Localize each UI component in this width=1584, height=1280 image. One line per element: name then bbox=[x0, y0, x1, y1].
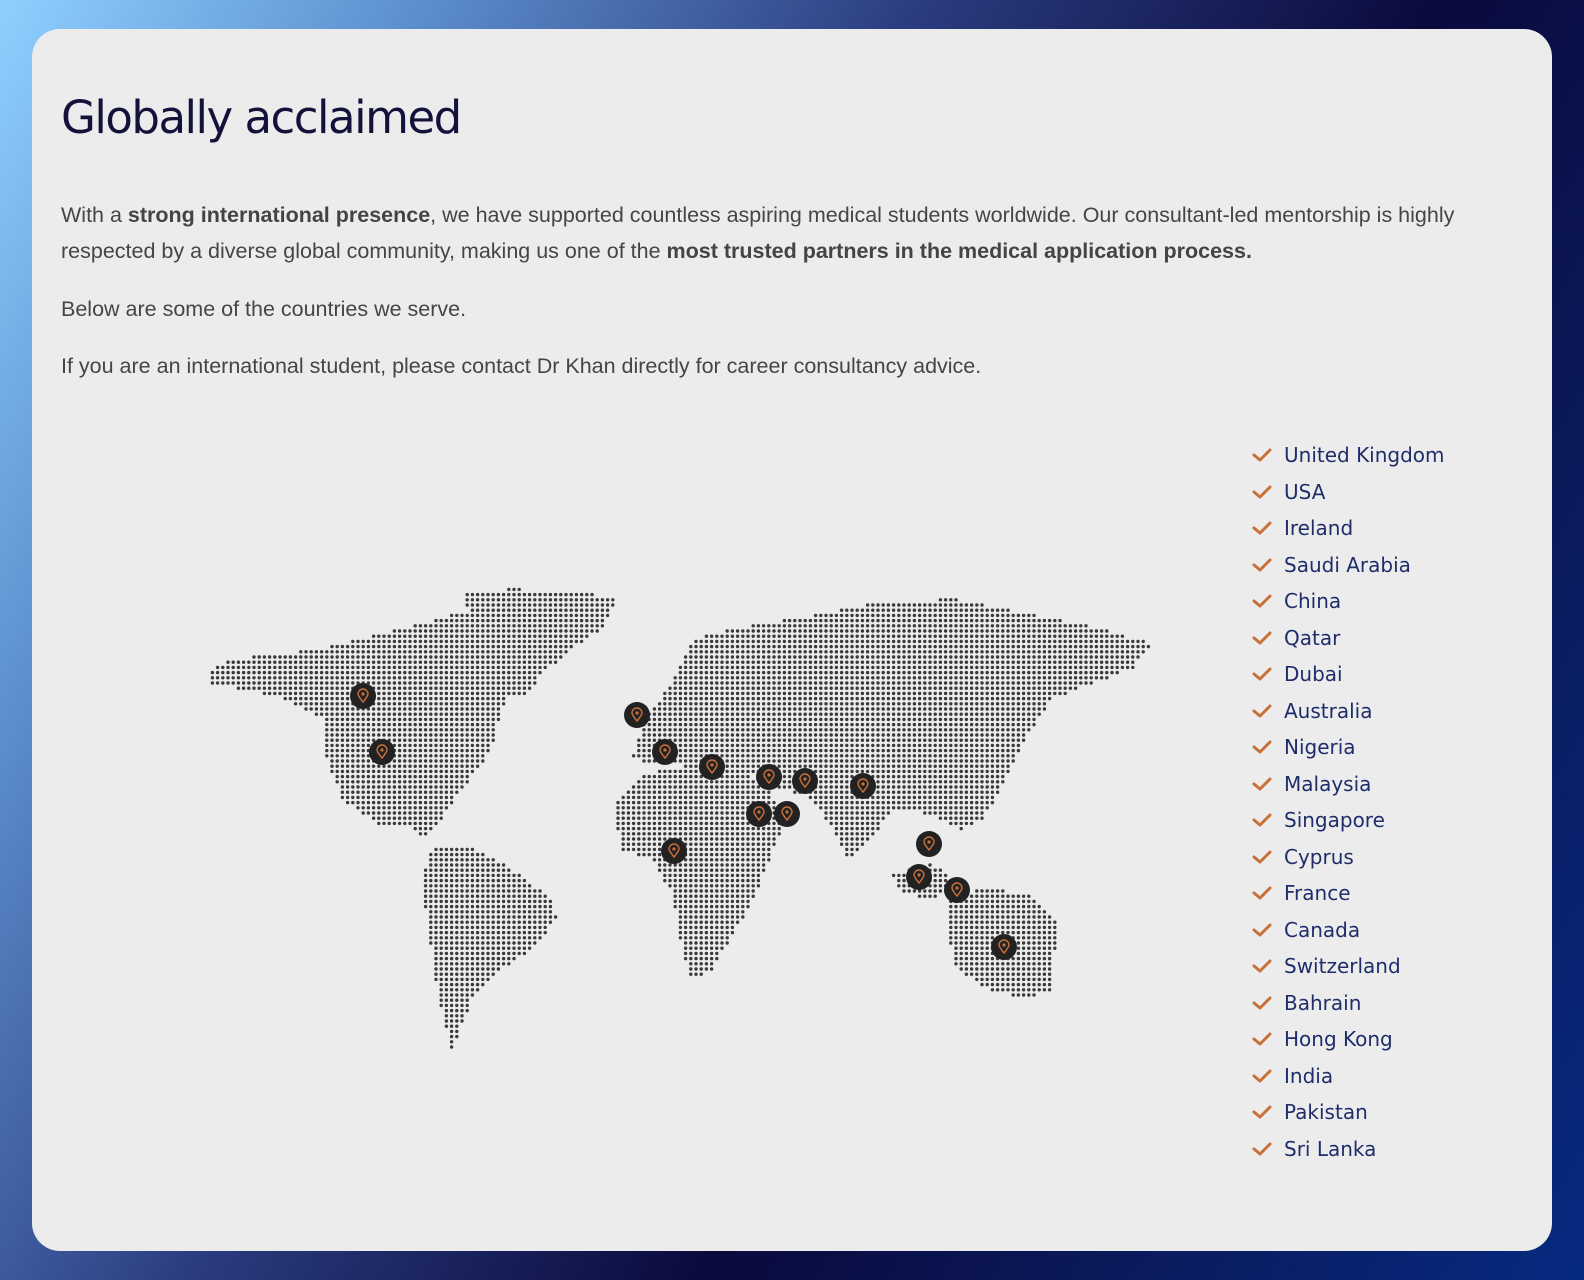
check-icon bbox=[1252, 1068, 1272, 1084]
check-icon bbox=[1252, 885, 1272, 901]
country-item bbox=[1252, 1058, 1445, 1095]
country-name: Ireland bbox=[1284, 516, 1354, 541]
country-item bbox=[1252, 1021, 1445, 1058]
country-item bbox=[1252, 875, 1445, 912]
location-pin-icon bbox=[746, 801, 772, 827]
countries-note: Below are some of the countries we serve. bbox=[61, 297, 467, 321]
country-item bbox=[1252, 729, 1445, 766]
country-name: Cyprus bbox=[1284, 844, 1354, 869]
country-item bbox=[1252, 1094, 1445, 1131]
check-icon bbox=[1252, 557, 1272, 573]
check-icon bbox=[1252, 849, 1272, 865]
intro-bold-1: strong international presence bbox=[127, 203, 431, 227]
check-icon bbox=[1252, 703, 1272, 719]
country-name: Bahrain bbox=[1284, 990, 1362, 1015]
location-pin-icon bbox=[699, 754, 725, 780]
location-pin-icon bbox=[991, 934, 1017, 960]
location-pin-icon bbox=[661, 838, 687, 864]
country-name: Hong Kong bbox=[1284, 1027, 1393, 1052]
country-name: France bbox=[1284, 881, 1351, 906]
check-icon bbox=[1252, 739, 1272, 755]
intro-text-2: , we have supported countless aspiring medical students worldwide. Our consultant-led mentorship is highly respected by a diverse global community, making us one of the bbox=[61, 203, 1455, 263]
section-title: Globally acclaimed bbox=[61, 91, 461, 144]
check-icon bbox=[1252, 958, 1272, 974]
check-icon bbox=[1252, 630, 1272, 646]
location-pin-icon bbox=[792, 768, 818, 794]
country-name: Pakistan bbox=[1284, 1100, 1368, 1125]
check-icon bbox=[1252, 593, 1272, 609]
check-icon bbox=[1252, 484, 1272, 500]
location-pin-icon bbox=[774, 801, 800, 827]
country-name: China bbox=[1284, 589, 1342, 614]
intro-text-1: With a bbox=[61, 203, 128, 227]
location-pin-icon bbox=[850, 773, 876, 799]
country-item bbox=[1252, 620, 1445, 657]
country-item bbox=[1252, 693, 1445, 730]
location-pin-icon bbox=[350, 683, 376, 709]
country-list bbox=[1252, 437, 1445, 1167]
country-name: Singapore bbox=[1284, 808, 1385, 833]
check-icon bbox=[1252, 1104, 1272, 1120]
check-icon bbox=[1252, 1031, 1272, 1047]
map-dots bbox=[211, 588, 1150, 1049]
country-item bbox=[1252, 1131, 1445, 1168]
location-pin-icon bbox=[916, 831, 942, 857]
country-name: Saudi Arabia bbox=[1284, 552, 1411, 577]
country-item bbox=[1252, 437, 1445, 474]
country-name: Qatar bbox=[1284, 625, 1341, 650]
check-icon bbox=[1252, 520, 1272, 536]
check-icon bbox=[1252, 922, 1272, 938]
location-pin-icon bbox=[624, 702, 650, 728]
country-item bbox=[1252, 547, 1445, 584]
country-name: Switzerland bbox=[1284, 954, 1401, 979]
country-item bbox=[1252, 474, 1445, 511]
country-name: Dubai bbox=[1284, 662, 1343, 687]
location-pin-icon bbox=[944, 877, 970, 903]
country-name: Canada bbox=[1284, 917, 1361, 942]
check-icon bbox=[1252, 776, 1272, 792]
country-item bbox=[1252, 583, 1445, 620]
check-icon bbox=[1252, 666, 1272, 682]
country-item bbox=[1252, 985, 1445, 1022]
location-pin-icon bbox=[369, 739, 395, 765]
world-map bbox=[172, 549, 1162, 1069]
country-name: USA bbox=[1284, 479, 1326, 504]
country-item bbox=[1252, 766, 1445, 803]
country-item bbox=[1252, 510, 1445, 547]
contact-note: If you are an international student, please contact Dr Khan directly for career consultancy advice. bbox=[61, 354, 982, 378]
check-icon bbox=[1252, 995, 1272, 1011]
globally-acclaimed-card bbox=[32, 29, 1552, 1251]
country-name: United Kingdom bbox=[1284, 443, 1445, 468]
country-name: Malaysia bbox=[1284, 771, 1372, 796]
country-item bbox=[1252, 948, 1445, 985]
intro-bold-2: most trusted partners in the medical application process. bbox=[666, 239, 1252, 263]
location-pin-icon bbox=[756, 764, 782, 790]
country-item bbox=[1252, 656, 1445, 693]
country-name: Sri Lanka bbox=[1284, 1136, 1377, 1161]
check-icon bbox=[1252, 1141, 1272, 1157]
check-icon bbox=[1252, 812, 1272, 828]
country-item bbox=[1252, 912, 1445, 949]
country-name: Nigeria bbox=[1284, 735, 1356, 760]
country-name: India bbox=[1284, 1063, 1334, 1088]
location-pin-icon bbox=[906, 864, 932, 890]
check-icon bbox=[1252, 447, 1272, 463]
country-item bbox=[1252, 802, 1445, 839]
intro-paragraph bbox=[61, 197, 1551, 269]
country-name: Australia bbox=[1284, 698, 1373, 723]
country-item bbox=[1252, 839, 1445, 876]
location-pin-icon bbox=[652, 739, 678, 765]
